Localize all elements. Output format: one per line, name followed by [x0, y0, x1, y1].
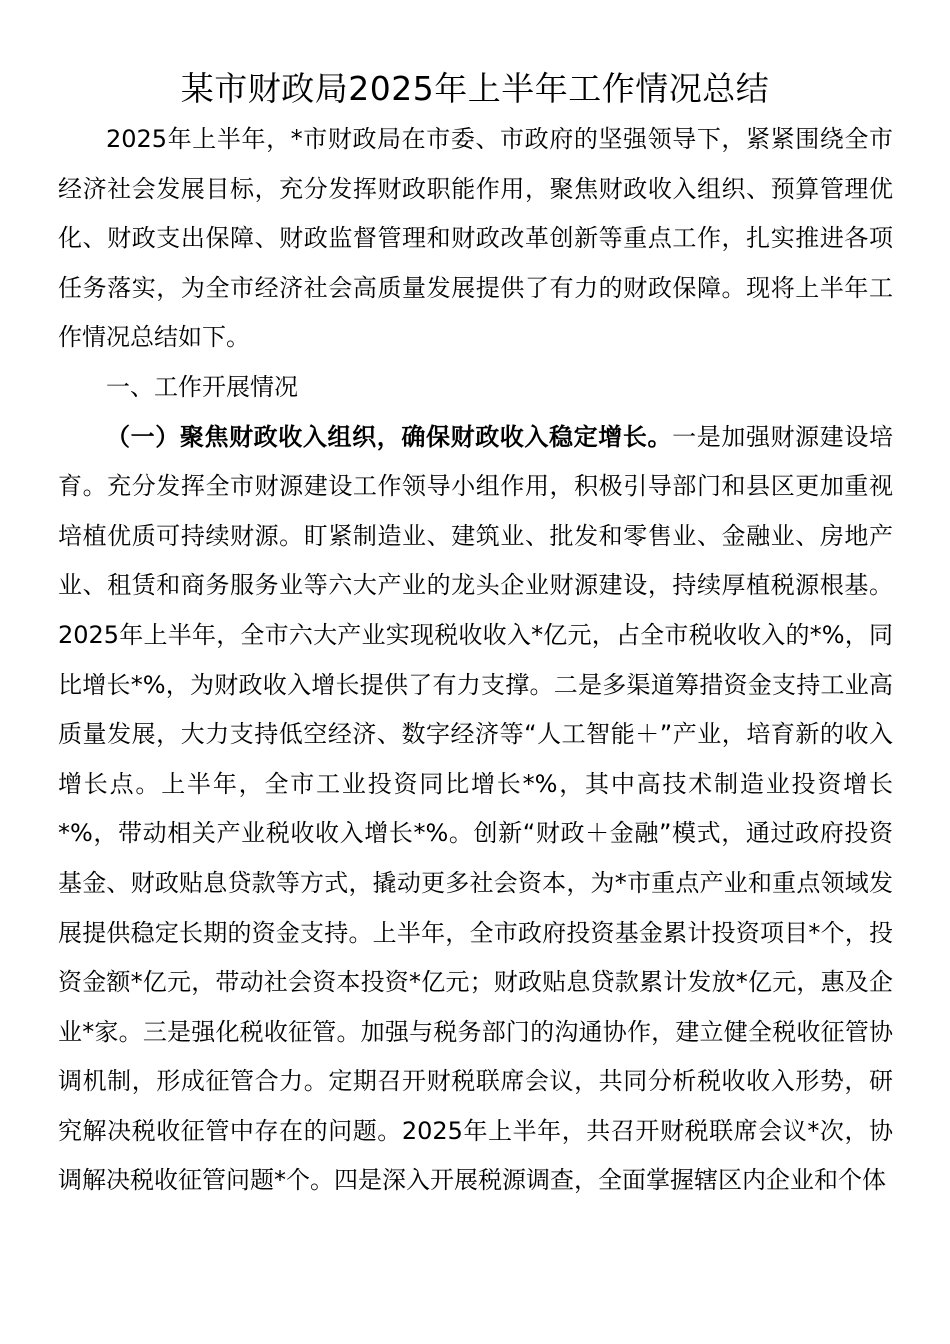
subsection-lead: （一）聚焦财政收入组织，确保财政收入稳定增长。	[106, 422, 673, 451]
intro-paragraph: 2025年上半年，*市财政局在市委、市政府的坚强领导下，紧紧围绕全市经济社会发展目标，充分发挥财政职能作用，聚焦财政收入组织、预算管理优化、财政支出保障、财政监督管理和财政改革创新等重点工作，扎实推进各项任务落实，为全市经济社会高质量发展提供了有力的财政保障。现将上半年工作情况总结如下。	[58, 125, 893, 352]
document-title: 某市财政局2025年上半年工作情况总结	[180, 69, 770, 108]
subsection-text: 一是加强财源建设培育。充分发挥全市财源建设工作领导小组作用，积极引导部门和县区更加重视培植优质可持续财源。盯紧制造业、建筑业、批发和零售业、金融业、房地产业、租赁和商务服务业等六大产业的龙头企业财源建设，持续厚植税源根基。2025年上半年，全市六大产业实现税收收入*亿元，占全市税收收入的*%，同比增长*%，为财政收入增长提供了有力支撑。二是多渠道筹措资金支持工业高质量发展，大力支持低空经济、数字经济等“人工智能＋”产业，培育新的收入增长点。上半年，全市工业投资同比增长*%，其中高技术制造业投资增长*%，带动相关产业税收收入增长*%。创新“财政＋金融”模式，通过政府投资基金、财政贴息贷款等方式，撬动更多社会资本，为*市重点产业和重点领域发展提供稳定长期的资金支持。上半年，全市政府投资基金累计投资项目*个，投资金额*亿元，带动社会资本投资*亿元；财政贴息贷款累计发放*亿元，惠及企业*家。三是强化税收征管。加强与税务部门的沟通协作，建立健全税收征管协调机制，形成征管合力。定期召开财税联席会议，共同分析税收收入形势，研究解决税收征管中存在的问题。2025年上半年，共召开财税联席会议*次，协调解决税收征管问题*个。四是深入开展税源调查，全面掌握辖区内企业和个体	[58, 422, 894, 1195]
subsection-paragraph	[58, 413, 893, 1207]
document-body	[58, 115, 893, 1206]
section-heading: 一、工作开展情况	[106, 372, 298, 401]
